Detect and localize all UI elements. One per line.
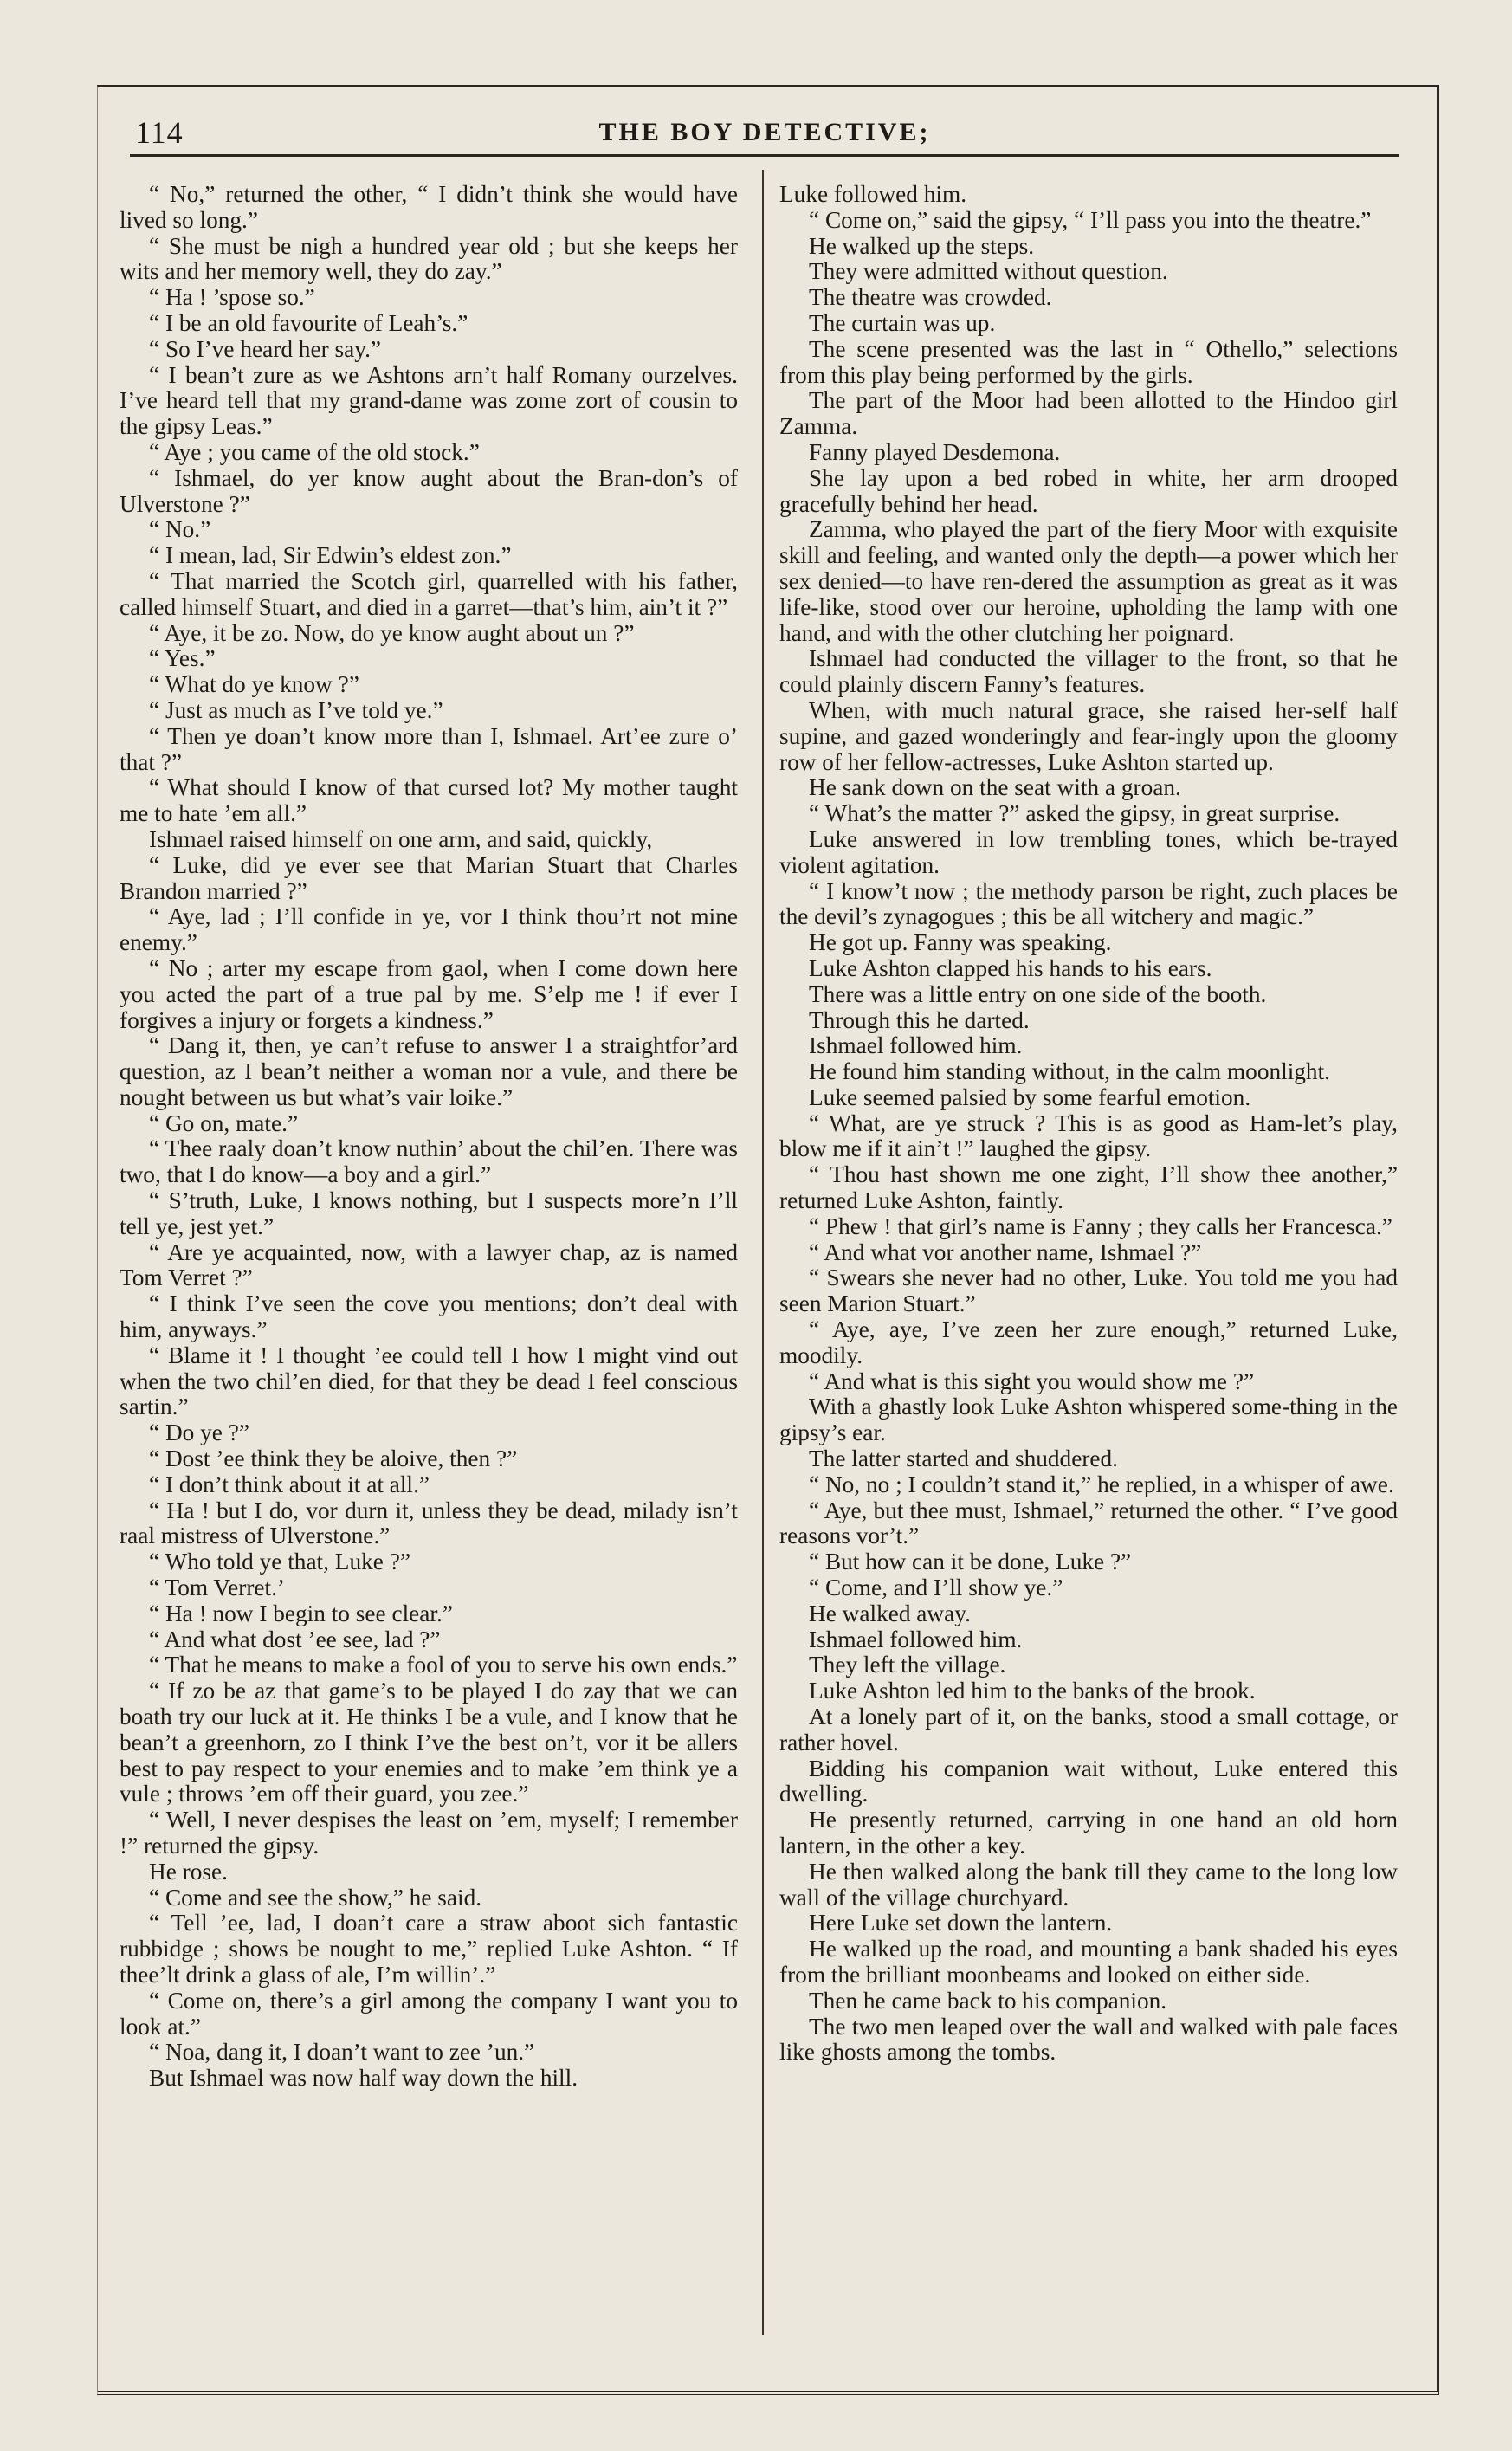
paragraph: Ishmael followed him. (809, 1626, 1023, 1652)
left-column (120, 182, 738, 2092)
paragraph: “ I think I’ve seen the cove you mentions; don’t deal with him, anyways.” (120, 1290, 738, 1343)
paragraph: Here Luke set down the lantern. (809, 1910, 1113, 1937)
paragraph: “ No.” (149, 516, 211, 543)
paragraph: “ Swears she never had no other, Luke. You told me you had seen Marion Stuart.” (779, 1264, 1398, 1317)
paragraph: “ Dost ’ee think they be aloive, then ?” (149, 1445, 518, 1472)
paragraph: “ Just as much as I’ve told ye.” (149, 696, 443, 723)
paragraph: “ Aye ; you came of the old stock.” (149, 438, 480, 465)
paragraph: “ I bean’t zure as we Ashtons arn’t half Romany ourzelves. I’ve heard tell that my grand-dame was zome zort of cousin to the gipsy Leas.” (120, 361, 738, 440)
paragraph: “ Ha ! now I begin to see clear.” (149, 1600, 453, 1626)
paragraph: The scene presented was the last in “ Othello,” selections from this play being performed by the girls. (779, 335, 1398, 388)
paragraph: “ Luke, did ye ever see that Marian Stuart that Charles Brandon married ?” (120, 851, 738, 904)
paragraph: Fanny played Desdemona. (809, 438, 1061, 465)
paragraph: “ Come and see the show,” he said. (149, 1884, 482, 1911)
paragraph: “ She must be nigh a hundred year old ; but she keeps her wits and her memory well, they do zay.” (120, 232, 738, 285)
paragraph: She lay upon a bed robed in white, her arm drooped gracefully behind her head. (779, 464, 1398, 517)
paragraph: The two men leaped over the wall and walked with pale faces like ghosts among the tombs. (779, 2013, 1398, 2066)
paragraph: With a ghastly look Luke Ashton whispered some-thing in the gipsy’s ear. (779, 1394, 1398, 1446)
paragraph: Zamma, who played the part of the fiery Moor with exquisite skill and feeling, and wanted only the depth—a power which her sex denied—to have ren-dered the assumption as great as it was life-like, stood over our heroine, upholding the lamp with one hand, and with the other clutching her poignard. (779, 516, 1398, 646)
paragraph: Ishmael raised himself on one arm, and said, quickly, (149, 825, 653, 852)
paragraph: “ Aye, lad ; I’ll confide in ye, vor I think thou’rt not mine enemy.” (120, 903, 738, 956)
paragraph: Luke Ashton clapped his hands to his ears. (809, 954, 1212, 981)
paragraph: “ Ishmael, do yer know aught about the Bran-don’s of Ulverstone ?” (120, 464, 738, 517)
paragraph: “ No, no ; I couldn’t stand it,” he replied, in a whisper of awe. (809, 1471, 1394, 1497)
running-title: THE BOY DETECTIVE; (598, 118, 931, 146)
paragraph: “ That married the Scotch girl, quarrelled with his father, called himself Stuart, and died in a garret—that’s him, ain’t it ?” (120, 567, 738, 620)
paragraph: “ Phew ! that girl’s name is Fanny ; they calls her Francesca.” (809, 1213, 1392, 1239)
paragraph: He got up. Fanny was speaking. (809, 929, 1112, 956)
paragraph: “ Blame it ! I thought ’ee could tell I how I might vind out when the two chil’en died, for that they be dead I feel conscious sartin.” (120, 1342, 738, 1420)
paragraph: “ If zo be az that game’s to be played I do zay that we can boath try our luck at it. He thinks I be a vule, and I know that he bean’t a greenhorn, zo I think I’ve the best on’t, vor it be allers best to pay respect to your enemies and to make ’em think ye a vule ; throws ’em off their guard, you zee.” (120, 1678, 738, 1808)
paragraph: “ Tell ’ee, lad, I doan’t care a straw aboot sich fantastic rubbidge ; shows be nought to me,” replied Luke Ashton. “ If thee’lt drink a glass of ale, I’m willin’.” (120, 1910, 738, 1988)
paragraph: “ Thou hast shown me one zight, I’ll show thee another,” returned Luke Ashton, faintly. (779, 1161, 1398, 1214)
right-column (779, 182, 1398, 2066)
paragraph: “ I know’t now ; the methody parson be right, zuch places be the devil’s zynagogues ; this be all witchery and magic.” (779, 877, 1398, 930)
paragraph: But Ishmael was now half way down the hill. (149, 2065, 578, 2092)
paragraph: “ What’s the matter ?” asked the gipsy, in great surprise. (809, 800, 1341, 827)
paragraph: “ Come, and I’ll show ye.” (809, 1575, 1063, 1601)
paragraph: He rose. (149, 1858, 228, 1885)
paragraph: “ But how can it be done, Luke ?” (809, 1549, 1132, 1575)
paragraph: “ Do ye ?” (149, 1420, 249, 1446)
page-number: 114 (135, 115, 184, 150)
paragraph: Then he came back to his companion. (809, 1987, 1167, 2014)
paragraph: “ Tom Verret.’ (149, 1575, 286, 1601)
paragraph: He sank down on the seat with a groan. (809, 774, 1181, 801)
paragraph: “ Come on, there’s a girl among the company I want you to look at.” (120, 1987, 738, 2040)
paragraph: Bidding his companion wait without, Luke entered this dwelling. (779, 1755, 1398, 1808)
paragraph: Ishmael had conducted the villager to the front, so that he could plainly discern Fanny’s features. (779, 645, 1398, 698)
page-header (130, 111, 1399, 157)
paragraph: “ And what is this sight you would show me ?” (809, 1368, 1255, 1394)
paragraph: At a lonely part of it, on the banks, stood a small cottage, or rather hovel. (779, 1704, 1398, 1756)
paragraph: He walked up the steps. (809, 232, 1035, 259)
paragraph: “ Ha ! ’spose so.” (149, 284, 315, 311)
paragraph: “ Dang it, then, ye can’t refuse to answer I a straightfor’ard question, az I bean’t neither a woman nor a vule, and there be nought between us but what’s vair loike.” (120, 1032, 738, 1110)
paragraph: He then walked along the bank till they came to the long low wall of the village churchyard. (779, 1858, 1398, 1911)
paragraph: “ No ; arter my escape from gaol, when I come down here you acted the part of a true pal by me. S’elp me ! if ever I forgives a injury or forgets a kindness.” (120, 954, 738, 1033)
paragraph: “ I don’t think about it at all.” (149, 1471, 430, 1497)
paragraph: “ What, are ye struck ? This is as good as Ham-let’s play, blow me if it ain’t !” laughed the gipsy. (779, 1109, 1398, 1162)
paragraph: “ Ha ! but I do, vor durn it, unless they be dead, milady isn’t raal mistress of Ulverstone.” (120, 1497, 738, 1549)
paragraph: The curtain was up. (809, 309, 996, 336)
paragraph: Luke answered in low trembling tones, which be-trayed violent agitation. (779, 825, 1398, 878)
paragraph: “ Aye, it be zo. Now, do ye know aught about un ?” (149, 619, 635, 646)
paragraph: “ Yes.” (149, 645, 216, 672)
paragraph: They left the village. (809, 1652, 1006, 1678)
paragraph: “ What should I know of that cursed lot? My mother taught me to hate ’em all.” (120, 774, 738, 827)
paragraph: The theatre was crowded. (809, 284, 1052, 311)
paragraph: “ I be an old favourite of Leah’s.” (149, 309, 468, 336)
paragraph: Luke followed him. (779, 181, 967, 207)
paragraph: “ Noa, dang it, I doan’t want to zee ’un.” (149, 2039, 535, 2066)
paragraph: There was a little entry on one side of the booth. (809, 980, 1267, 1007)
paragraph: “ Then ye doan’t know more than I, Ishmael. Art’ee zure o’ that ?” (120, 722, 738, 775)
paragraph: He walked up the road, and mounting a bank shaded his eyes from the brilliant moonbeams and looked on either side. (779, 1936, 1398, 1988)
paragraph: He presently returned, carrying in one hand an old horn lantern, in the other a key. (779, 1807, 1398, 1859)
paragraph: He walked away. (809, 1600, 971, 1626)
paragraph: “ And what vor another name, Ishmael ?” (809, 1238, 1202, 1265)
paragraph: They were admitted without question. (809, 258, 1168, 285)
paragraph: The part of the Moor had been allotted to the Hindoo girl Zamma. (779, 387, 1398, 440)
paragraph: “ Well, I never despises the least on ’em, myself; I remember !” returned the gipsy. (120, 1807, 738, 1859)
paragraph: “ Aye, but thee must, Ishmael,” returned the other. “ I’ve good reasons vor’t.” (779, 1497, 1398, 1549)
paragraph: When, with much natural grace, she raised her-self half supine, and gazed wonderingly and fear-ingly upon the gloomy row of her fellow-actresses, Luke Ashton started up. (779, 696, 1398, 775)
paragraph: “ Who told ye that, Luke ?” (149, 1549, 410, 1575)
paragraph: “ Come on,” said the gipsy, “ I’ll pass you into the theatre.” (809, 206, 1372, 233)
paragraph: “ No,” returned the other, “ I didn’t think she would have lived so long.” (120, 181, 738, 233)
paragraph: “ Aye, aye, I’ve zeen her zure enough,” returned Luke, moodily. (779, 1316, 1398, 1368)
paragraph: Luke Ashton led him to the banks of the brook. (809, 1678, 1256, 1704)
paragraph: He found him standing without, in the calm moonlight. (809, 1058, 1330, 1085)
paragraph: The latter started and shuddered. (809, 1445, 1118, 1472)
paragraph: Ishmael followed him. (809, 1032, 1023, 1059)
paragraph: “ So I’ve heard her say.” (149, 335, 382, 362)
paragraph: “ That he means to make a fool of you to serve his own ends.” (149, 1652, 738, 1678)
paragraph: Through this he darted. (809, 1006, 1030, 1033)
column-divider (762, 170, 764, 2335)
paragraph: “ S’truth, Luke, I knows nothing, but I suspects more’n I’ll tell ye, jest yet.” (120, 1187, 738, 1239)
paragraph: Luke seemed palsied by some fearful emotion. (809, 1083, 1251, 1110)
paragraph: “ Go on, mate.” (149, 1109, 299, 1136)
paragraph: “ What do ye know ?” (149, 671, 359, 698)
paragraph: “ And what dost ’ee see, lad ?” (149, 1626, 441, 1652)
paragraph: “ Thee raaly doan’t know nuthin’ about the chil’en. There was two, that I do know—a boy and a girl.” (120, 1135, 738, 1188)
paragraph: “ Are ye acquainted, now, with a lawyer chap, az is named Tom Verret ?” (120, 1238, 738, 1291)
paragraph: “ I mean, lad, Sir Edwin’s eldest zon.” (149, 542, 512, 569)
